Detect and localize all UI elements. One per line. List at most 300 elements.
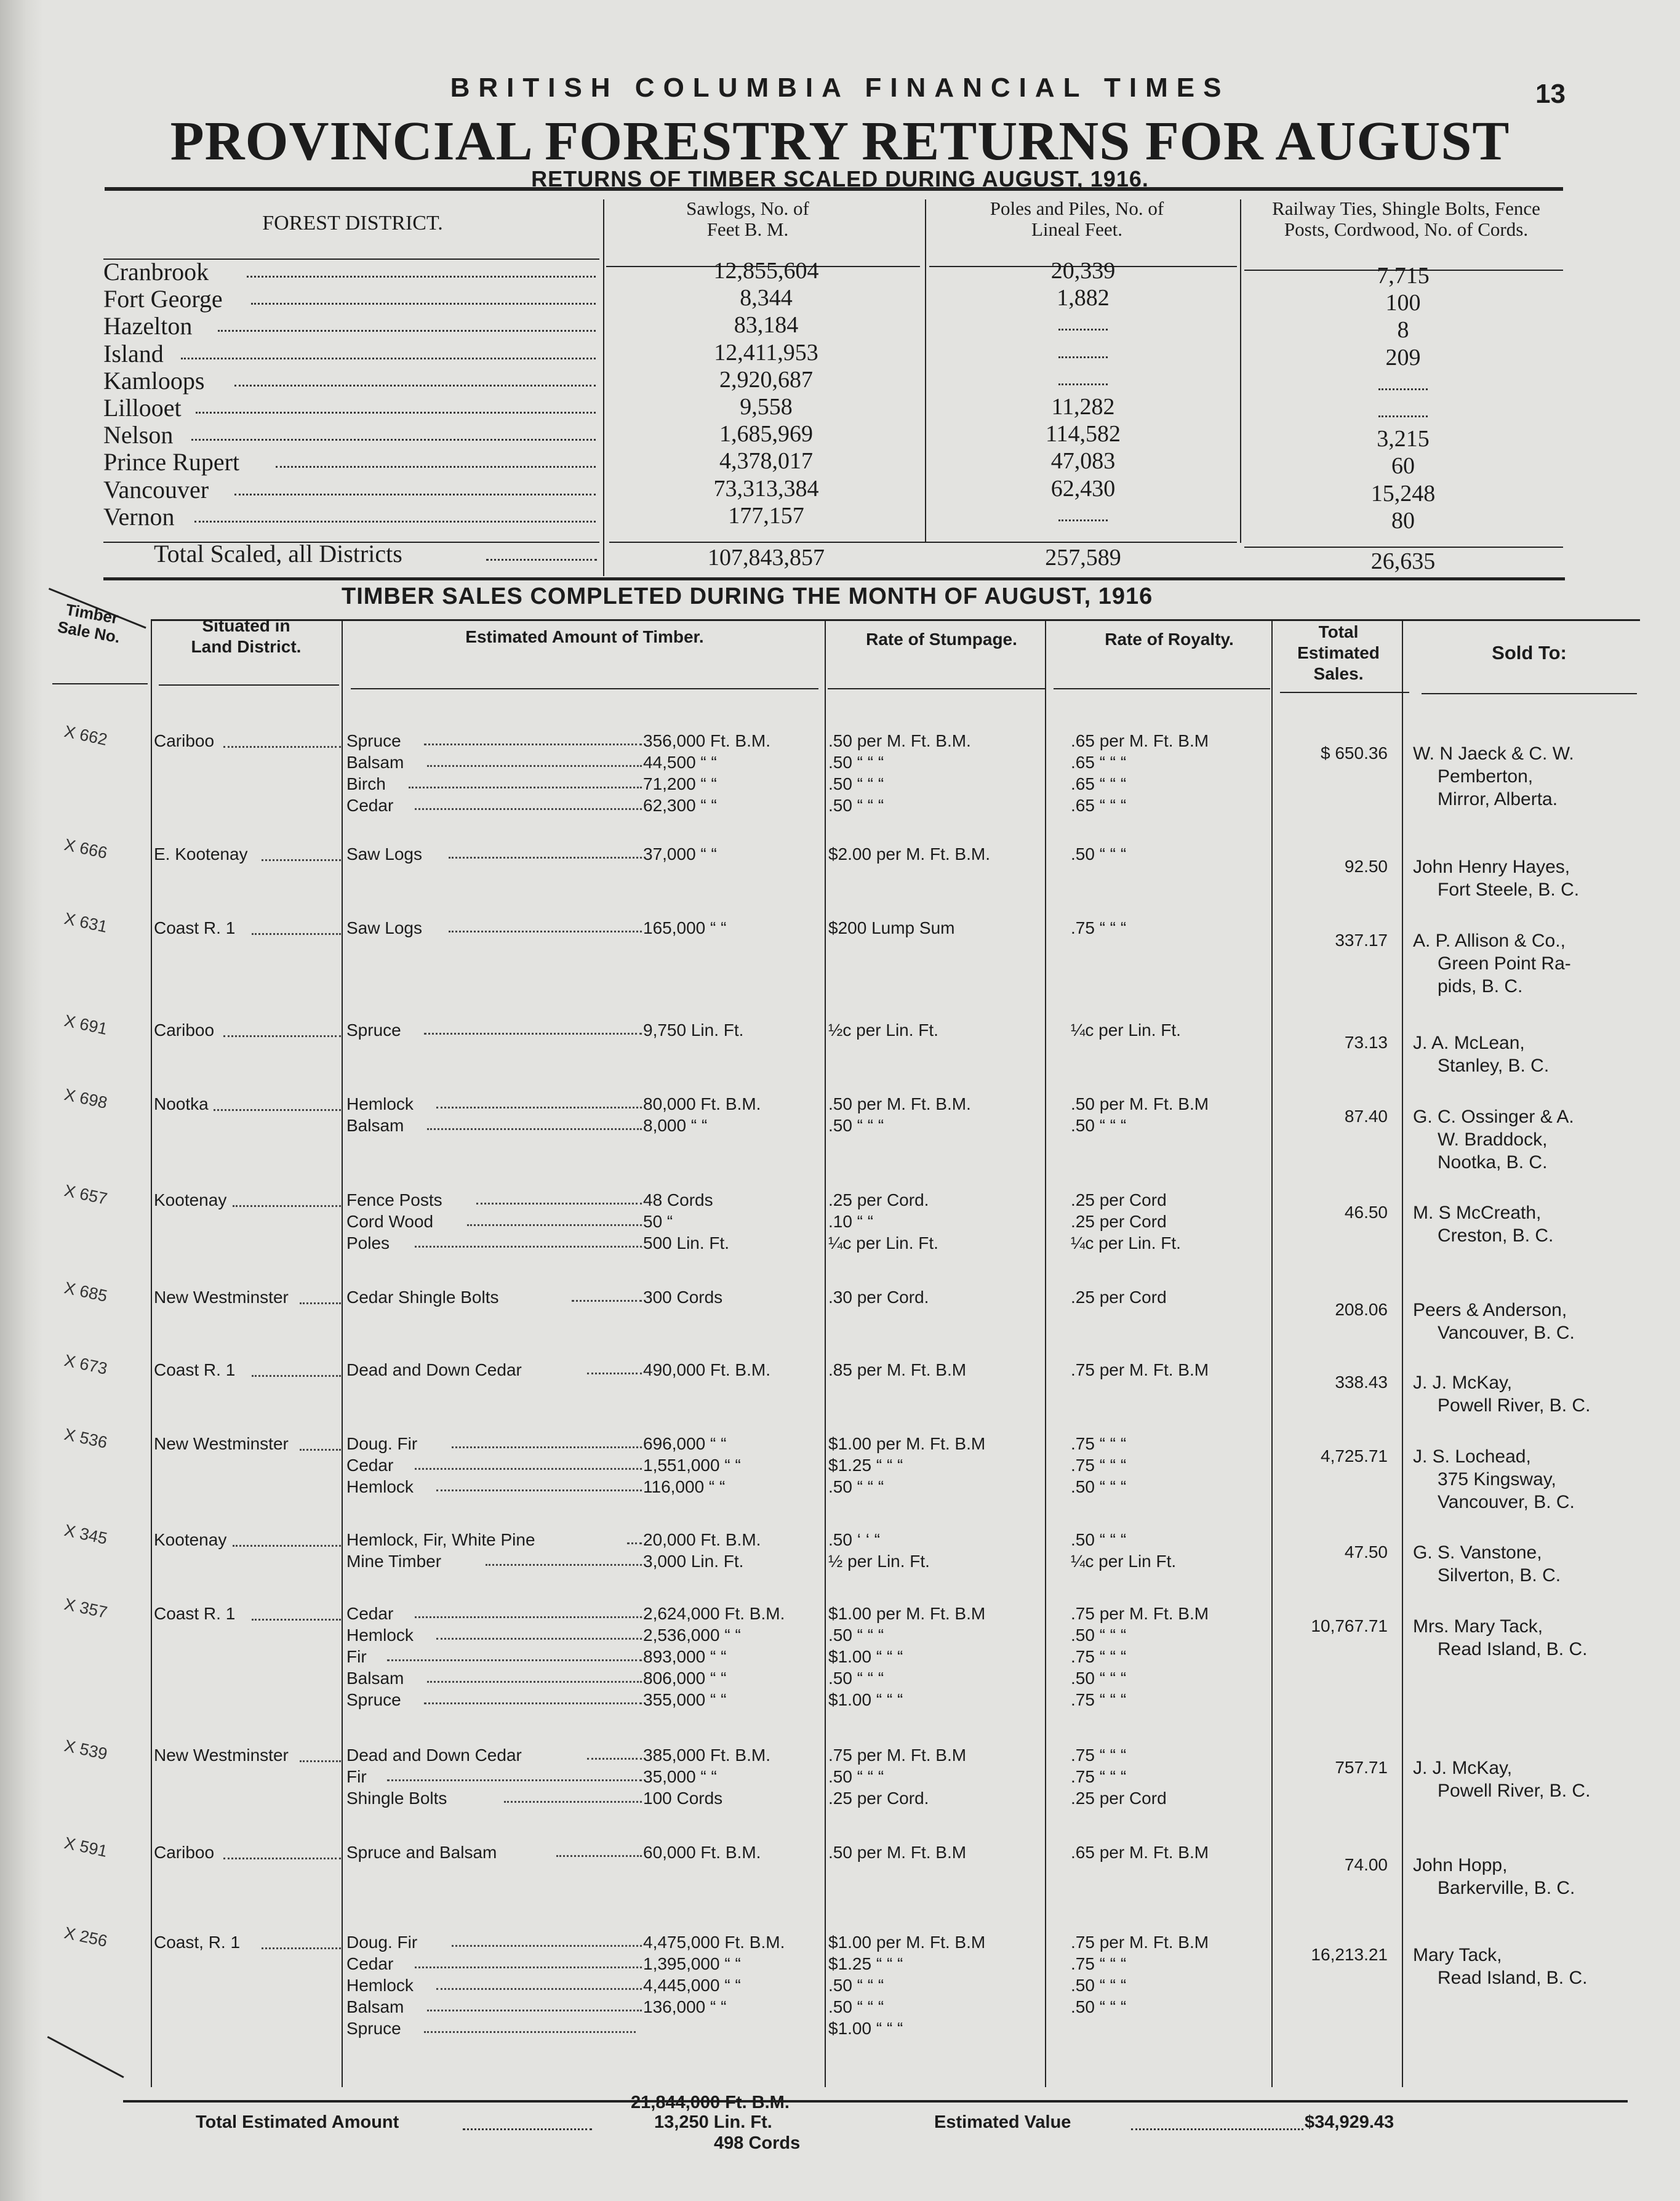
t2-subrule-3 xyxy=(351,688,818,689)
timber-amount: 385,000 Ft. B.M. xyxy=(643,1746,770,1765)
stumpage-rate: $1.00 per M. Ft. B.M xyxy=(828,1434,986,1453)
timber-item xyxy=(346,1116,642,1136)
t1-row xyxy=(103,502,599,529)
timber-item xyxy=(346,1626,642,1645)
district-name: Cranbrook xyxy=(103,258,209,286)
timber-amount: 62,300 “ “ xyxy=(643,796,717,815)
species-name: Hemlock, Fir, White Pine xyxy=(346,1530,538,1549)
timber-item xyxy=(346,1477,642,1497)
leader-dots xyxy=(587,1758,642,1760)
footer-amount-3: 498 Cords xyxy=(714,2133,801,2153)
royalty-rate: .50 “ “ “ xyxy=(1071,1477,1127,1496)
royalty-rate: .65 “ “ “ xyxy=(1071,753,1127,772)
stumpage-rate: .50 “ “ “ xyxy=(828,1767,884,1786)
value-sawlogs: 8,344 xyxy=(740,285,793,311)
royalty-rate: .65 per M. Ft. B.M xyxy=(1071,731,1209,750)
timber-amount: 356,000 Ft. B.M. xyxy=(643,731,770,750)
value-sawlogs: 4,378,017 xyxy=(719,448,813,474)
timber-amount: 71,200 “ “ xyxy=(643,774,717,793)
royalty-rate: .75 “ “ “ xyxy=(1071,1647,1127,1666)
total-sale-value: 337.17 xyxy=(1335,931,1388,950)
t1-row xyxy=(103,420,599,447)
timber-amount: 490,000 Ft. B.M. xyxy=(643,1360,770,1379)
total-sale-value: 87.40 xyxy=(1344,1107,1388,1126)
timber-amount: 1,551,000 “ “ xyxy=(643,1456,741,1475)
footer-total-dots xyxy=(463,2128,592,2130)
royalty-rate: .25 per Cord xyxy=(1071,1288,1167,1307)
stumpage-rate: .50 “ “ “ xyxy=(828,796,884,815)
leader-dots xyxy=(436,1107,642,1109)
t2-header-rule xyxy=(151,619,1640,621)
purchaser-line: A. P. Allison & Co., xyxy=(1413,931,1566,951)
purchaser-line: M. S McCreath, xyxy=(1413,1203,1542,1223)
district-leader xyxy=(252,933,341,935)
sale-number: X 666 xyxy=(62,835,110,863)
leader-dots xyxy=(424,1033,642,1035)
stumpage-rate: .25 per Cord. xyxy=(828,1789,929,1808)
leader-dots xyxy=(424,744,642,745)
timber-item xyxy=(346,1933,642,1952)
header-amount: Estimated Amount of Timber. xyxy=(465,627,704,646)
sale-district: New Westminster xyxy=(154,1746,289,1765)
leader-dots xyxy=(467,1224,642,1226)
leader-dots xyxy=(387,1659,642,1661)
purchaser-line: Powell River, B. C. xyxy=(1438,1395,1591,1416)
stumpage-rate: .50 per M. Ft. B.M. xyxy=(828,731,971,750)
value-poles: 11,282 xyxy=(1051,394,1115,420)
t1-total-ties: 26,635 xyxy=(1370,548,1436,574)
royalty-rate: ¼c per Lin. Ft. xyxy=(1071,1020,1181,1040)
sale-district: Kootenay xyxy=(154,1530,227,1549)
t2-subrule-1 xyxy=(52,683,148,684)
leader-dots xyxy=(234,494,596,495)
timber-item xyxy=(346,1020,642,1040)
species-name: Spruce and Balsam xyxy=(346,1843,499,1862)
timber-item xyxy=(346,1669,642,1688)
value-poles: 47,083 xyxy=(1050,448,1116,474)
stumpage-rate: .50 “ “ “ xyxy=(828,753,884,772)
t2-colrule-6 xyxy=(1402,619,1403,2087)
sale-number: X 539 xyxy=(62,1736,110,1764)
section-divider-rule xyxy=(103,577,1565,580)
stumpage-rate: .50 “ “ “ xyxy=(828,1626,884,1645)
sale-number: X 536 xyxy=(62,1425,110,1453)
royalty-rate: .75 “ “ “ xyxy=(1071,1456,1127,1475)
total-sale-value: 4,725.71 xyxy=(1321,1446,1388,1465)
leader-dots xyxy=(436,1988,642,1990)
timber-item xyxy=(346,774,642,794)
page-title: PROVINCIAL FORESTRY RETURNS FOR AUGUST xyxy=(170,111,1510,172)
sale-number: X 673 xyxy=(62,1351,110,1379)
purchaser-line: W. Braddock, xyxy=(1438,1129,1548,1150)
species-name: Dead and Down Cedar xyxy=(346,1746,524,1765)
district-leader xyxy=(300,1449,342,1451)
total-sale-value: 46.50 xyxy=(1344,1203,1388,1222)
t2-subrule-4 xyxy=(828,688,1046,689)
timber-amount: 8,000 “ “ xyxy=(643,1116,708,1135)
timber-item xyxy=(346,731,642,751)
royalty-rate: .65 “ “ “ xyxy=(1071,796,1127,815)
district-name: Prince Rupert xyxy=(103,448,240,476)
district-leader xyxy=(262,859,342,861)
species-name: Spruce xyxy=(346,1690,404,1709)
district-leader xyxy=(223,1858,342,1859)
sale-number: X 691 xyxy=(62,1011,110,1039)
royalty-rate: ¼c per Lin Ft. xyxy=(1071,1552,1177,1571)
blank-dash xyxy=(1058,329,1108,331)
total-sale-value: 208.06 xyxy=(1335,1300,1388,1319)
t2-colrule-3 xyxy=(825,619,826,2087)
leader-dots xyxy=(194,521,596,523)
purchaser-line: Barkerville, B. C. xyxy=(1438,1878,1575,1898)
t1-total-rule-2 xyxy=(609,542,1237,543)
stumpage-rate: .50 “ “ “ xyxy=(828,1116,884,1135)
t2-bottom-curve xyxy=(47,2036,124,2078)
royalty-rate: .75 “ “ “ xyxy=(1071,1767,1127,1786)
species-name: Hemlock xyxy=(346,1626,416,1645)
t2-subrule-6 xyxy=(1280,692,1409,693)
timber-amount: 44,500 “ “ xyxy=(643,753,717,772)
timber-amount: 2,624,000 Ft. B.M. xyxy=(643,1604,785,1623)
sale-district: Coast R. 1 xyxy=(154,1604,236,1623)
timber-amount: 2,536,000 “ “ xyxy=(643,1626,741,1645)
leader-dots xyxy=(427,2010,642,2011)
royalty-rate: .50 “ “ “ xyxy=(1071,1626,1127,1645)
royalty-rate: .50 “ “ “ xyxy=(1071,1116,1127,1135)
t2-colrule-5 xyxy=(1271,619,1273,2087)
purchaser-line: Nootka, B. C. xyxy=(1438,1152,1548,1173)
leader-dots xyxy=(504,1801,642,1803)
stumpage-rate: .50 per M. Ft. B.M. xyxy=(828,1094,971,1113)
stumpage-rate: $1.25 “ “ “ xyxy=(828,1954,903,1973)
header-ties: Railway Ties, Shingle Bolts, Fence Posts, Cordwood, No. of Cords. xyxy=(1272,198,1540,240)
species-name: Fir xyxy=(346,1647,369,1666)
sale-number: X 631 xyxy=(62,909,110,937)
royalty-rate: .25 per Cord xyxy=(1071,1212,1167,1231)
leader-dots xyxy=(452,1446,642,1448)
sale-number: X 662 xyxy=(62,722,110,750)
stumpage-rate: .50 “ “ “ xyxy=(828,1669,884,1688)
header-land-district: Situated in Land District. xyxy=(191,616,302,656)
stumpage-rate: .50 “ “ “ xyxy=(828,1477,884,1496)
timber-amount: 3,000 Lin. Ft. xyxy=(643,1552,744,1571)
purchaser-line: Read Island, B. C. xyxy=(1438,1639,1588,1659)
species-name: Fence Posts xyxy=(346,1190,445,1209)
footer-amount-2: 13,250 Lin. Ft. xyxy=(654,2112,772,2132)
timber-item xyxy=(346,1604,642,1624)
royalty-rate: .75 “ “ “ xyxy=(1071,1954,1127,1973)
royalty-rate: .65 per M. Ft. B.M xyxy=(1071,1843,1209,1862)
timber-item xyxy=(346,1434,642,1454)
timber-item xyxy=(346,753,642,772)
leader-dots xyxy=(427,1128,642,1130)
t1-row xyxy=(103,257,599,284)
species-name: Spruce xyxy=(346,2019,404,2038)
timber-item xyxy=(346,1954,642,1974)
t2-subrule-7 xyxy=(1422,693,1637,694)
journal-name: BRITISH COLUMBIA FINANCIAL TIMES xyxy=(450,73,1230,103)
purchaser-line: W. N Jaeck & C. W. xyxy=(1413,744,1574,764)
t1-total-label: Total Scaled, all Districts xyxy=(154,540,402,567)
stumpage-rate: $1.00 “ “ “ xyxy=(828,1647,903,1666)
royalty-rate: .75 per M. Ft. B.M xyxy=(1071,1360,1209,1379)
value-ties: 209 xyxy=(1385,345,1421,371)
leader-dots xyxy=(234,385,596,387)
timber-item xyxy=(346,796,642,816)
stumpage-rate: $1.00 per M. Ft. B.M xyxy=(828,1604,986,1623)
stumpage-rate: .85 per M. Ft. B.M xyxy=(828,1360,967,1379)
timber-item xyxy=(346,1647,642,1667)
t2-subrule-2 xyxy=(159,684,339,686)
leader-dots xyxy=(436,1489,642,1491)
district-leader xyxy=(233,1545,341,1547)
royalty-rate: .75 “ “ “ xyxy=(1071,918,1127,937)
royalty-rate: .75 “ “ “ xyxy=(1071,1690,1127,1709)
timber-amount: 48 Cords xyxy=(643,1190,713,1209)
timber-amount: 4,445,000 “ “ xyxy=(643,1976,741,1995)
timber-item xyxy=(346,1233,642,1253)
purchaser-line: G. S. Vanstone, xyxy=(1413,1542,1542,1563)
leader-dots xyxy=(452,1945,642,1947)
t2-colrule-4 xyxy=(1045,619,1046,2087)
value-ties: 8 xyxy=(1397,317,1409,343)
purchaser-line: J. A. McLean, xyxy=(1413,1033,1525,1053)
district-name: Vancouver xyxy=(103,476,209,503)
sale-number: X 591 xyxy=(62,1834,110,1861)
purchaser-line: pids, B. C. xyxy=(1438,976,1523,996)
value-poles: 114,582 xyxy=(1045,421,1121,447)
timber-amount: 300 Cords xyxy=(643,1288,723,1307)
timber-amount: 37,000 “ “ xyxy=(643,844,717,864)
timber-amount: 20,000 Ft. B.M. xyxy=(643,1530,761,1549)
leader-dots xyxy=(415,1246,642,1248)
sale-district: Cariboo xyxy=(154,1020,215,1040)
value-ties: 100 xyxy=(1385,290,1421,316)
royalty-rate: .75 “ “ “ xyxy=(1071,1434,1127,1453)
species-name: Cedar xyxy=(346,1456,396,1475)
value-ties: 3,215 xyxy=(1377,426,1430,452)
royalty-rate: ¼c per Lin. Ft. xyxy=(1071,1233,1181,1253)
leader-dots xyxy=(427,1681,642,1683)
total-sale-value: 74.00 xyxy=(1344,1855,1388,1874)
sale-district: Nootka xyxy=(154,1094,209,1113)
leader-dots xyxy=(409,787,642,788)
district-name: Kamloops xyxy=(103,367,205,395)
t1-colrule-2 xyxy=(925,199,926,543)
timber-item xyxy=(346,1094,642,1114)
species-name: Birch xyxy=(346,774,388,793)
timber-item xyxy=(346,1530,642,1550)
sale-number: X 685 xyxy=(62,1278,110,1306)
total-sale-value: 92.50 xyxy=(1344,857,1388,876)
timber-amount: 696,000 “ “ xyxy=(643,1434,727,1453)
timber-item xyxy=(346,1456,642,1475)
timber-amount: 136,000 “ “ xyxy=(643,1997,727,2016)
leader-dots xyxy=(424,2031,636,2033)
leader-dots xyxy=(276,466,596,468)
species-name: Spruce xyxy=(346,1020,404,1040)
leader-dots xyxy=(587,1373,642,1374)
district-name: Island xyxy=(103,340,164,367)
timber-item xyxy=(346,1997,642,2017)
footer-amount-1: 21,844,000 Ft. B.M. xyxy=(631,2093,790,2112)
t1-colrule-3 xyxy=(1240,199,1241,543)
leader-dots xyxy=(218,330,596,332)
purchaser-line: J. J. McKay, xyxy=(1413,1758,1513,1778)
timber-item xyxy=(346,1288,642,1307)
header-sawlogs: Sawlogs, No. of Feet B. M. xyxy=(686,198,809,240)
leader-dots xyxy=(251,303,596,305)
timber-amount: 355,000 “ “ xyxy=(643,1690,727,1709)
value-sawlogs: 177,157 xyxy=(728,503,804,529)
value-ties: 80 xyxy=(1391,508,1415,534)
royalty-rate: .50 “ “ “ xyxy=(1071,1976,1127,1995)
sale-number: X 256 xyxy=(62,1923,110,1951)
species-name: Cedar xyxy=(346,1604,396,1623)
total-sale-value: 16,213.21 xyxy=(1311,1945,1388,1964)
stumpage-rate: .50 per M. Ft. B.M xyxy=(828,1843,967,1862)
value-ties: 60 xyxy=(1391,453,1415,479)
royalty-rate: .50 per M. Ft. B.M xyxy=(1071,1094,1209,1113)
leader-dots xyxy=(247,276,596,278)
purchaser-line: Pemberton, xyxy=(1438,766,1534,787)
leader-dots xyxy=(181,358,596,359)
t1-total-sawlogs: 107,843,857 xyxy=(708,545,825,571)
timber-item xyxy=(346,1690,642,1710)
royalty-rate: .65 “ “ “ xyxy=(1071,774,1127,793)
district-leader xyxy=(262,1947,342,1949)
stumpage-rate: .25 per Cord. xyxy=(828,1190,929,1209)
district-leader xyxy=(300,1302,342,1304)
species-name: Balsam xyxy=(346,753,406,772)
sale-district: Kootenay xyxy=(154,1190,227,1209)
purchaser-line: John Henry Hayes, xyxy=(1413,857,1570,877)
purchaser-line: Green Point Ra- xyxy=(1438,953,1571,974)
leader-dots xyxy=(424,1702,642,1704)
stumpage-rate: .50 “ “ “ xyxy=(828,774,884,793)
royalty-rate: .50 “ “ “ xyxy=(1071,1997,1127,2016)
total-sale-value: 757.71 xyxy=(1335,1758,1388,1777)
purchaser-line: J. S. Lochead, xyxy=(1413,1446,1531,1467)
header-royalty: Rate of Royalty. xyxy=(1105,630,1234,649)
t2-subrule-5 xyxy=(1054,688,1270,689)
district-leader xyxy=(214,1109,341,1111)
timber-amount: 100 Cords xyxy=(643,1789,723,1808)
purchaser-line: Vancouver, B. C. xyxy=(1438,1492,1575,1512)
value-ties: 7,715 xyxy=(1377,263,1430,289)
sale-district: Cariboo xyxy=(154,731,215,750)
timber-amount: 893,000 “ “ xyxy=(643,1647,727,1666)
total-sale-value: 338.43 xyxy=(1335,1373,1388,1392)
timber-amount: 80,000 Ft. B.M. xyxy=(643,1094,761,1113)
sale-district: E. Kootenay xyxy=(154,844,248,864)
stumpage-rate: .75 per M. Ft. B.M xyxy=(828,1746,967,1765)
leader-dots xyxy=(486,1564,642,1566)
value-poles: 1,882 xyxy=(1057,285,1110,311)
district-name: Fort George xyxy=(103,285,223,313)
timber-amount: 116,000 “ “ xyxy=(643,1477,726,1496)
district-name: Hazelton xyxy=(103,312,193,340)
blank-dash xyxy=(1378,415,1428,417)
species-name: Fir xyxy=(346,1767,369,1786)
royalty-rate: .75 per M. Ft. B.M xyxy=(1071,1933,1209,1952)
district-leader xyxy=(233,1205,341,1207)
blank-dash xyxy=(1378,388,1428,390)
stumpage-rate: .50 ‘ ‘ “ xyxy=(828,1530,881,1549)
purchaser-line: Vancouver, B. C. xyxy=(1438,1323,1575,1343)
purchaser-line: Powell River, B. C. xyxy=(1438,1781,1591,1801)
timber-item xyxy=(346,1976,642,1995)
t1-row xyxy=(103,447,599,475)
district-leader xyxy=(223,746,342,748)
leader-dots xyxy=(449,931,642,932)
leader-dots xyxy=(415,808,642,810)
t1-total-dots xyxy=(486,559,597,561)
timber-item xyxy=(346,1843,642,1862)
stumpage-rate: $1.00 “ “ “ xyxy=(828,1690,903,1709)
page-gutter xyxy=(0,0,43,2201)
purchaser-line: Read Island, B. C. xyxy=(1438,1968,1588,1988)
section-title-scaled: RETURNS OF TIMBER SCALED DURING AUGUST, 1916. xyxy=(531,166,1149,191)
timber-amount: 806,000 “ “ xyxy=(643,1669,727,1688)
timber-amount: 165,000 “ “ xyxy=(643,918,727,937)
stumpage-rate: $2.00 per M. Ft. B.M. xyxy=(828,844,990,864)
species-name: Hemlock xyxy=(346,1976,416,1995)
t1-row xyxy=(103,366,599,393)
species-name: Dead and Down Cedar xyxy=(346,1360,524,1379)
royalty-rate: .75 “ “ “ xyxy=(1071,1746,1127,1765)
species-name: Shingle Bolts xyxy=(346,1789,449,1808)
sale-district: New Westminster xyxy=(154,1434,289,1453)
species-name: Poles xyxy=(346,1233,392,1253)
value-sawlogs: 12,411,953 xyxy=(714,340,818,366)
value-poles: 20,339 xyxy=(1050,258,1116,284)
stumpage-rate: $1.00 “ “ “ xyxy=(828,2019,903,2038)
species-name: Hemlock xyxy=(346,1477,416,1496)
leader-dots xyxy=(436,1638,642,1640)
leader-dots xyxy=(387,1779,642,1781)
t1-row xyxy=(103,393,599,420)
species-name: Saw Logs xyxy=(346,918,425,937)
purchaser-line: J. J. McKay, xyxy=(1413,1373,1513,1393)
purchaser-line: Creston, B. C. xyxy=(1438,1225,1554,1246)
leader-dots xyxy=(191,439,596,441)
stumpage-rate: ½c per Lin. Ft. xyxy=(828,1020,938,1040)
blank-dash xyxy=(1058,383,1108,385)
sale-district: Coast R. 1 xyxy=(154,918,236,937)
header-sale-no: Timber Sale No. xyxy=(56,599,122,647)
sale-district: New Westminster xyxy=(154,1288,289,1307)
purchaser-line: Mary Tack, xyxy=(1413,1945,1502,1965)
footer-total-label: Total Estimated Amount xyxy=(196,2112,399,2132)
t1-row xyxy=(103,284,599,311)
royalty-rate: .25 per Cord xyxy=(1071,1190,1167,1209)
timber-amount: 500 Lin. Ft. xyxy=(643,1233,730,1253)
timber-item xyxy=(346,1190,642,1210)
district-leader xyxy=(223,1035,342,1037)
leader-dots xyxy=(415,1468,642,1470)
timber-amount: 4,475,000 Ft. B.M. xyxy=(643,1933,785,1952)
value-ties: 15,248 xyxy=(1370,481,1436,507)
section-title-sales: TIMBER SALES COMPLETED DURING THE MONTH OF AUGUST, 1916 xyxy=(342,583,1153,609)
timber-amount: 9,750 Lin. Ft. xyxy=(643,1020,744,1040)
leader-dots xyxy=(415,1966,642,1968)
stumpage-rate: $1.00 per M. Ft. B.M xyxy=(828,1933,986,1952)
timber-item xyxy=(346,1360,642,1380)
leader-dots xyxy=(556,1855,642,1857)
t1-row xyxy=(103,311,599,339)
royalty-rate: .50 “ “ “ xyxy=(1071,1669,1127,1688)
